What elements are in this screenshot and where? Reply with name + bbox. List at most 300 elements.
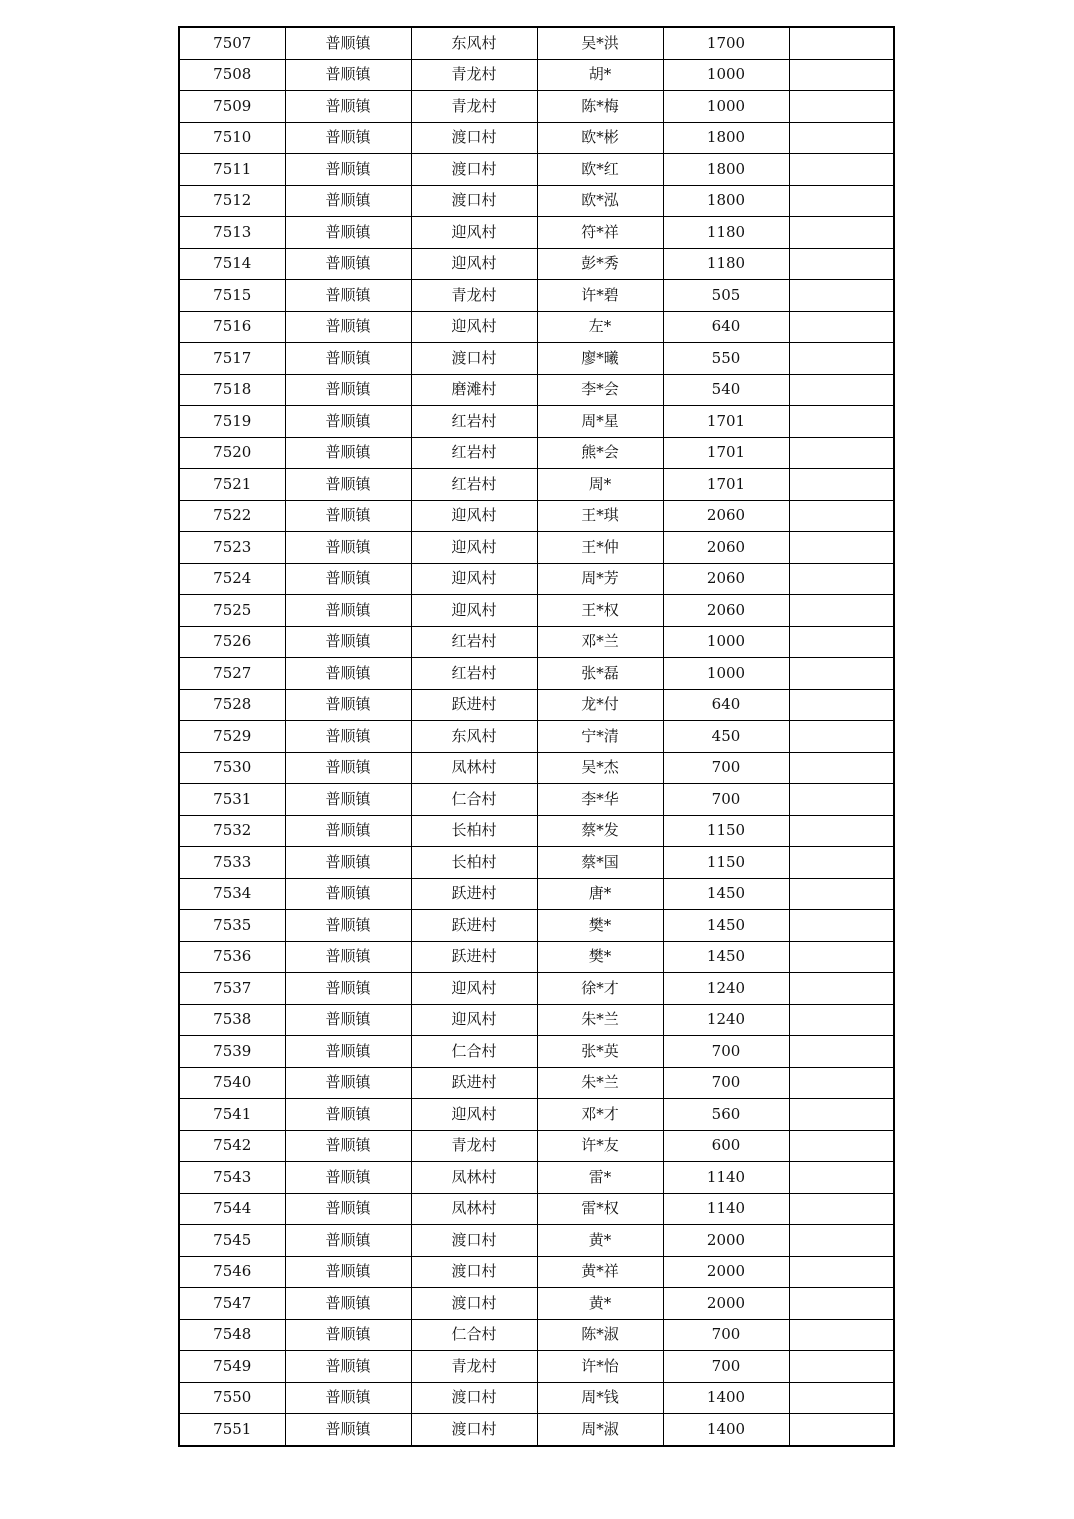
cell-amount: 1701 [663, 437, 789, 469]
cell-name: 欧*彬 [537, 122, 663, 154]
cell-serial-number: 7527 [179, 658, 285, 690]
cell-serial-number: 7507 [179, 27, 285, 59]
table-row [179, 658, 894, 690]
table-row [179, 1351, 894, 1383]
cell-village: 红岩村 [411, 658, 537, 690]
cell-name: 王*琪 [537, 500, 663, 532]
cell-note [789, 1004, 894, 1036]
cell-town: 普顺镇 [285, 847, 411, 879]
cell-village: 东风村 [411, 721, 537, 753]
cell-serial-number: 7512 [179, 185, 285, 217]
cell-town: 普顺镇 [285, 626, 411, 658]
cell-village: 跃进村 [411, 689, 537, 721]
cell-serial-number: 7535 [179, 910, 285, 942]
cell-town: 普顺镇 [285, 784, 411, 816]
cell-name: 周*钱 [537, 1382, 663, 1414]
cell-town: 普顺镇 [285, 1193, 411, 1225]
cell-note [789, 374, 894, 406]
cell-serial-number: 7537 [179, 973, 285, 1005]
table-row [179, 1036, 894, 1068]
cell-note [789, 595, 894, 627]
cell-name: 邓*兰 [537, 626, 663, 658]
cell-village: 迎风村 [411, 248, 537, 280]
cell-town: 普顺镇 [285, 154, 411, 186]
cell-village: 磨滩村 [411, 374, 537, 406]
cell-town: 普顺镇 [285, 689, 411, 721]
cell-note [789, 343, 894, 375]
table-row [179, 1256, 894, 1288]
cell-village: 渡口村 [411, 1382, 537, 1414]
cell-amount: 1000 [663, 658, 789, 690]
cell-town: 普顺镇 [285, 721, 411, 753]
table-row [179, 563, 894, 595]
table-row [179, 27, 894, 59]
cell-note [789, 406, 894, 438]
cell-amount: 1800 [663, 154, 789, 186]
cell-name: 樊* [537, 941, 663, 973]
cell-amount: 1700 [663, 27, 789, 59]
cell-amount: 1400 [663, 1414, 789, 1446]
cell-amount: 1400 [663, 1382, 789, 1414]
table-row [179, 1319, 894, 1351]
table-row [179, 1067, 894, 1099]
table-row [179, 280, 894, 312]
cell-note [789, 784, 894, 816]
cell-village: 仁合村 [411, 784, 537, 816]
cell-serial-number: 7543 [179, 1162, 285, 1194]
cell-name: 符*祥 [537, 217, 663, 249]
cell-name: 许*怡 [537, 1351, 663, 1383]
cell-serial-number: 7548 [179, 1319, 285, 1351]
cell-amount: 700 [663, 752, 789, 784]
cell-note [789, 1288, 894, 1320]
cell-village: 红岩村 [411, 469, 537, 501]
cell-amount: 2060 [663, 595, 789, 627]
cell-village: 迎风村 [411, 217, 537, 249]
table-row [179, 721, 894, 753]
table-row [179, 1004, 894, 1036]
cell-village: 迎风村 [411, 1099, 537, 1131]
cell-note [789, 1099, 894, 1131]
cell-town: 普顺镇 [285, 878, 411, 910]
cell-village: 渡口村 [411, 1414, 537, 1446]
table-row [179, 500, 894, 532]
cell-amount: 1000 [663, 59, 789, 91]
cell-village: 仁合村 [411, 1319, 537, 1351]
cell-name: 彭*秀 [537, 248, 663, 280]
cell-name: 周*星 [537, 406, 663, 438]
cell-note [789, 973, 894, 1005]
cell-village: 渡口村 [411, 1288, 537, 1320]
cell-town: 普顺镇 [285, 910, 411, 942]
cell-note [789, 185, 894, 217]
cell-serial-number: 7526 [179, 626, 285, 658]
table-row [179, 406, 894, 438]
cell-amount: 2060 [663, 500, 789, 532]
cell-note [789, 689, 894, 721]
table-row [179, 217, 894, 249]
cell-village: 长柏村 [411, 847, 537, 879]
cell-amount: 505 [663, 280, 789, 312]
cell-village: 迎风村 [411, 500, 537, 532]
cell-name: 欧*红 [537, 154, 663, 186]
cell-name: 周*淑 [537, 1414, 663, 1446]
table-row [179, 1225, 894, 1257]
table-row [179, 311, 894, 343]
cell-note [789, 752, 894, 784]
cell-village: 跃进村 [411, 910, 537, 942]
cell-serial-number: 7525 [179, 595, 285, 627]
cell-note [789, 280, 894, 312]
cell-serial-number: 7521 [179, 469, 285, 501]
cell-town: 普顺镇 [285, 563, 411, 595]
cell-serial-number: 7524 [179, 563, 285, 595]
table-row [179, 1130, 894, 1162]
cell-note [789, 1256, 894, 1288]
cell-note [789, 1225, 894, 1257]
cell-village: 凤林村 [411, 1193, 537, 1225]
cell-amount: 700 [663, 1067, 789, 1099]
cell-town: 普顺镇 [285, 1351, 411, 1383]
cell-name: 李*会 [537, 374, 663, 406]
cell-serial-number: 7534 [179, 878, 285, 910]
table-row [179, 941, 894, 973]
table-row [179, 752, 894, 784]
cell-amount: 1180 [663, 217, 789, 249]
cell-amount: 1180 [663, 248, 789, 280]
cell-town: 普顺镇 [285, 248, 411, 280]
table-row [179, 248, 894, 280]
cell-amount: 1800 [663, 185, 789, 217]
cell-serial-number: 7519 [179, 406, 285, 438]
cell-name: 宁*清 [537, 721, 663, 753]
cell-note [789, 563, 894, 595]
cell-name: 欧*泓 [537, 185, 663, 217]
cell-village: 跃进村 [411, 1067, 537, 1099]
cell-village: 红岩村 [411, 626, 537, 658]
cell-amount: 1450 [663, 878, 789, 910]
cell-amount: 2000 [663, 1288, 789, 1320]
cell-serial-number: 7533 [179, 847, 285, 879]
cell-serial-number: 7529 [179, 721, 285, 753]
cell-name: 黄*祥 [537, 1256, 663, 1288]
cell-village: 渡口村 [411, 343, 537, 375]
cell-note [789, 500, 894, 532]
cell-town: 普顺镇 [285, 1288, 411, 1320]
table-row [179, 1414, 894, 1446]
cell-amount: 2060 [663, 563, 789, 595]
cell-serial-number: 7523 [179, 532, 285, 564]
cell-amount: 2000 [663, 1225, 789, 1257]
cell-name: 樊* [537, 910, 663, 942]
cell-name: 陈*淑 [537, 1319, 663, 1351]
cell-note [789, 59, 894, 91]
cell-town: 普顺镇 [285, 658, 411, 690]
cell-name: 朱*兰 [537, 1004, 663, 1036]
cell-name: 蔡*国 [537, 847, 663, 879]
cell-note [789, 217, 894, 249]
cell-town: 普顺镇 [285, 595, 411, 627]
cell-serial-number: 7546 [179, 1256, 285, 1288]
cell-amount: 1701 [663, 406, 789, 438]
table-row [179, 1162, 894, 1194]
cell-serial-number: 7513 [179, 217, 285, 249]
cell-amount: 1150 [663, 847, 789, 879]
cell-village: 长柏村 [411, 815, 537, 847]
cell-town: 普顺镇 [285, 752, 411, 784]
cell-village: 迎风村 [411, 311, 537, 343]
cell-village: 迎风村 [411, 532, 537, 564]
cell-amount: 1450 [663, 910, 789, 942]
cell-serial-number: 7542 [179, 1130, 285, 1162]
cell-town: 普顺镇 [285, 1036, 411, 1068]
cell-note [789, 154, 894, 186]
table-body [179, 27, 894, 1446]
cell-note [789, 1382, 894, 1414]
cell-village: 渡口村 [411, 154, 537, 186]
cell-amount: 2000 [663, 1256, 789, 1288]
table-row [179, 374, 894, 406]
cell-amount: 700 [663, 1036, 789, 1068]
cell-serial-number: 7510 [179, 122, 285, 154]
cell-serial-number: 7540 [179, 1067, 285, 1099]
cell-town: 普顺镇 [285, 1099, 411, 1131]
cell-serial-number: 7536 [179, 941, 285, 973]
cell-amount: 640 [663, 689, 789, 721]
cell-village: 红岩村 [411, 406, 537, 438]
cell-amount: 540 [663, 374, 789, 406]
cell-village: 青龙村 [411, 1351, 537, 1383]
cell-serial-number: 7518 [179, 374, 285, 406]
cell-town: 普顺镇 [285, 1162, 411, 1194]
cell-name: 唐* [537, 878, 663, 910]
cell-amount: 700 [663, 1351, 789, 1383]
cell-note [789, 91, 894, 123]
cell-town: 普顺镇 [285, 280, 411, 312]
cell-name: 张*英 [537, 1036, 663, 1068]
cell-amount: 1140 [663, 1193, 789, 1225]
table-row [179, 1382, 894, 1414]
cell-town: 普顺镇 [285, 1256, 411, 1288]
cell-village: 东风村 [411, 27, 537, 59]
cell-town: 普顺镇 [285, 185, 411, 217]
cell-village: 青龙村 [411, 280, 537, 312]
cell-note [789, 941, 894, 973]
cell-note [789, 721, 894, 753]
cell-name: 周*芳 [537, 563, 663, 595]
cell-name: 雷* [537, 1162, 663, 1194]
cell-name: 周* [537, 469, 663, 501]
cell-town: 普顺镇 [285, 374, 411, 406]
cell-name: 胡* [537, 59, 663, 91]
cell-town: 普顺镇 [285, 1225, 411, 1257]
cell-name: 陈*梅 [537, 91, 663, 123]
cell-note [789, 658, 894, 690]
cell-village: 跃进村 [411, 878, 537, 910]
table-row [179, 1288, 894, 1320]
cell-note [789, 1414, 894, 1446]
cell-amount: 450 [663, 721, 789, 753]
cell-village: 青龙村 [411, 59, 537, 91]
cell-name: 许*友 [537, 1130, 663, 1162]
cell-note [789, 1162, 894, 1194]
cell-name: 熊*会 [537, 437, 663, 469]
table-row [179, 784, 894, 816]
cell-note [789, 1036, 894, 1068]
cell-name: 王*仲 [537, 532, 663, 564]
cell-serial-number: 7509 [179, 91, 285, 123]
cell-amount: 2060 [663, 532, 789, 564]
cell-serial-number: 7549 [179, 1351, 285, 1383]
cell-village: 红岩村 [411, 437, 537, 469]
table-row [179, 154, 894, 186]
cell-name: 吴*洪 [537, 27, 663, 59]
cell-village: 迎风村 [411, 973, 537, 1005]
table-row [179, 1099, 894, 1131]
cell-name: 朱*兰 [537, 1067, 663, 1099]
cell-amount: 700 [663, 1319, 789, 1351]
cell-town: 普顺镇 [285, 122, 411, 154]
cell-town: 普顺镇 [285, 91, 411, 123]
cell-amount: 1150 [663, 815, 789, 847]
table-row [179, 59, 894, 91]
cell-note [789, 311, 894, 343]
table-row [179, 626, 894, 658]
cell-serial-number: 7541 [179, 1099, 285, 1131]
cell-note [789, 1319, 894, 1351]
cell-name: 许*碧 [537, 280, 663, 312]
cell-note [789, 910, 894, 942]
cell-town: 普顺镇 [285, 437, 411, 469]
cell-town: 普顺镇 [285, 1382, 411, 1414]
cell-serial-number: 7550 [179, 1382, 285, 1414]
cell-name: 蔡*发 [537, 815, 663, 847]
cell-name: 邓*才 [537, 1099, 663, 1131]
cell-name: 李*华 [537, 784, 663, 816]
cell-town: 普顺镇 [285, 1067, 411, 1099]
cell-name: 黄* [537, 1288, 663, 1320]
cell-amount: 1800 [663, 122, 789, 154]
cell-serial-number: 7515 [179, 280, 285, 312]
cell-name: 龙*付 [537, 689, 663, 721]
cell-serial-number: 7511 [179, 154, 285, 186]
cell-note [789, 437, 894, 469]
cell-village: 渡口村 [411, 185, 537, 217]
table-row [179, 689, 894, 721]
table-row [179, 185, 894, 217]
cell-town: 普顺镇 [285, 973, 411, 1005]
subsidy-table [178, 26, 895, 1447]
table-row [179, 91, 894, 123]
cell-note [789, 1351, 894, 1383]
cell-village: 跃进村 [411, 941, 537, 973]
cell-note [789, 532, 894, 564]
cell-serial-number: 7545 [179, 1225, 285, 1257]
table-row [179, 910, 894, 942]
cell-town: 普顺镇 [285, 941, 411, 973]
cell-amount: 1240 [663, 973, 789, 1005]
table-row [179, 122, 894, 154]
cell-town: 普顺镇 [285, 27, 411, 59]
cell-amount: 1000 [663, 626, 789, 658]
cell-serial-number: 7544 [179, 1193, 285, 1225]
cell-town: 普顺镇 [285, 217, 411, 249]
cell-village: 凤林村 [411, 752, 537, 784]
cell-town: 普顺镇 [285, 59, 411, 91]
table-row [179, 595, 894, 627]
cell-village: 迎风村 [411, 1004, 537, 1036]
cell-amount: 1000 [663, 91, 789, 123]
cell-village: 迎风村 [411, 563, 537, 595]
cell-note [789, 248, 894, 280]
cell-village: 青龙村 [411, 91, 537, 123]
cell-note [789, 469, 894, 501]
cell-amount: 640 [663, 311, 789, 343]
cell-amount: 700 [663, 784, 789, 816]
cell-amount: 550 [663, 343, 789, 375]
cell-name: 黄* [537, 1225, 663, 1257]
cell-name: 张*磊 [537, 658, 663, 690]
table-row [179, 437, 894, 469]
cell-serial-number: 7508 [179, 59, 285, 91]
cell-village: 渡口村 [411, 1256, 537, 1288]
cell-serial-number: 7522 [179, 500, 285, 532]
cell-town: 普顺镇 [285, 500, 411, 532]
cell-name: 廖*曦 [537, 343, 663, 375]
cell-town: 普顺镇 [285, 469, 411, 501]
cell-amount: 1140 [663, 1162, 789, 1194]
cell-village: 凤林村 [411, 1162, 537, 1194]
cell-village: 仁合村 [411, 1036, 537, 1068]
cell-serial-number: 7514 [179, 248, 285, 280]
table-row [179, 878, 894, 910]
cell-village: 迎风村 [411, 595, 537, 627]
table-row [179, 1193, 894, 1225]
cell-name: 徐*才 [537, 973, 663, 1005]
table-row [179, 847, 894, 879]
cell-note [789, 1193, 894, 1225]
cell-village: 渡口村 [411, 122, 537, 154]
cell-note [789, 122, 894, 154]
cell-name: 吴*杰 [537, 752, 663, 784]
cell-amount: 1240 [663, 1004, 789, 1036]
cell-town: 普顺镇 [285, 1130, 411, 1162]
cell-serial-number: 7520 [179, 437, 285, 469]
cell-town: 普顺镇 [285, 311, 411, 343]
cell-serial-number: 7539 [179, 1036, 285, 1068]
cell-note [789, 1067, 894, 1099]
cell-serial-number: 7551 [179, 1414, 285, 1446]
cell-village: 青龙村 [411, 1130, 537, 1162]
cell-name: 雷*权 [537, 1193, 663, 1225]
cell-note [789, 847, 894, 879]
cell-serial-number: 7532 [179, 815, 285, 847]
cell-village: 渡口村 [411, 1225, 537, 1257]
cell-town: 普顺镇 [285, 1414, 411, 1446]
cell-serial-number: 7531 [179, 784, 285, 816]
cell-amount: 600 [663, 1130, 789, 1162]
cell-town: 普顺镇 [285, 406, 411, 438]
cell-town: 普顺镇 [285, 343, 411, 375]
cell-name: 左* [537, 311, 663, 343]
cell-name: 王*权 [537, 595, 663, 627]
cell-amount: 560 [663, 1099, 789, 1131]
cell-serial-number: 7516 [179, 311, 285, 343]
cell-note [789, 27, 894, 59]
table-row [179, 532, 894, 564]
table-row [179, 469, 894, 501]
cell-serial-number: 7517 [179, 343, 285, 375]
